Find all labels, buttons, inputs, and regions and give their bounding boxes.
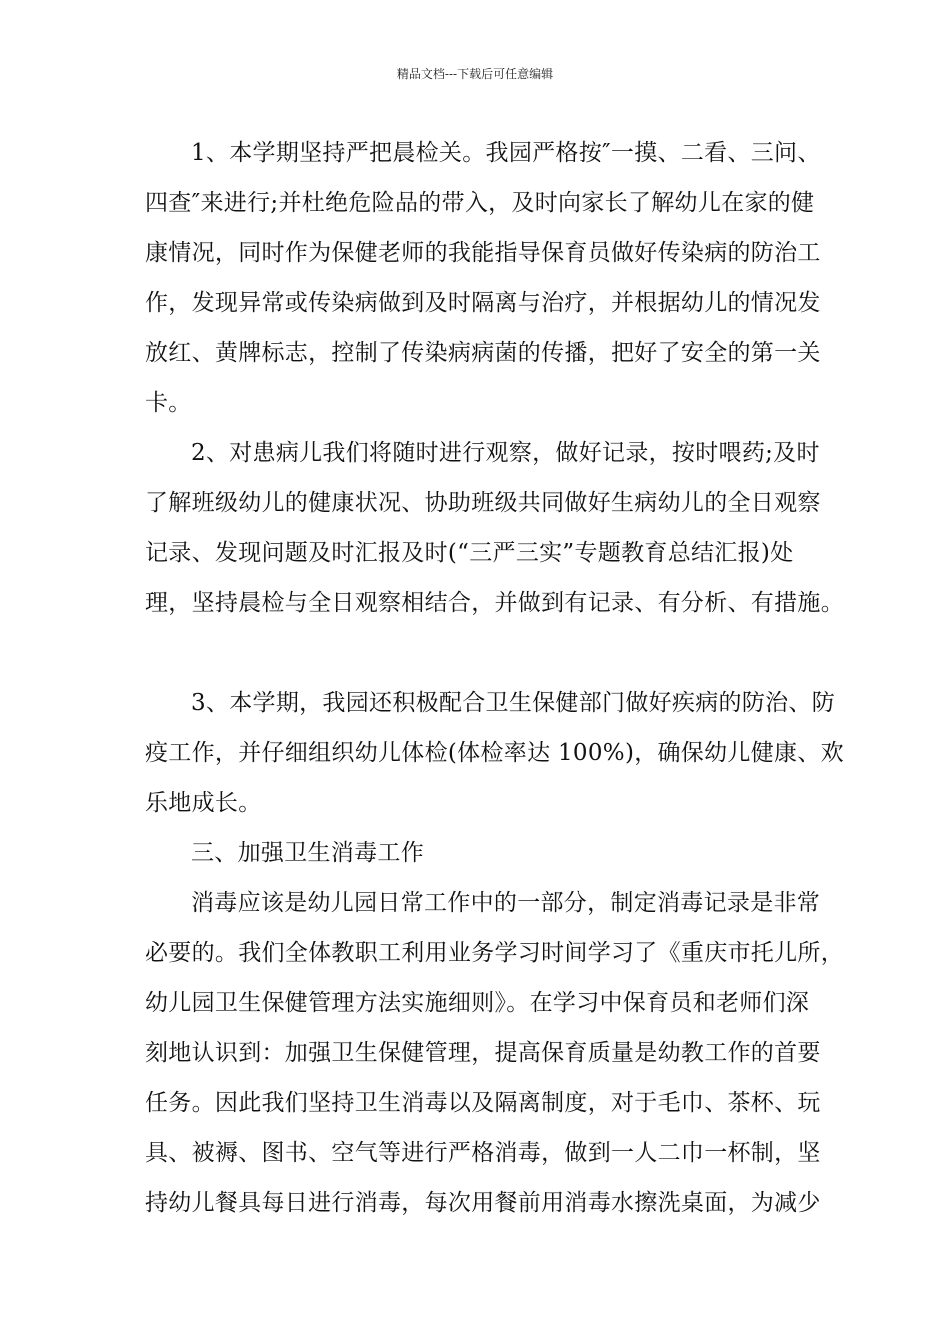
paragraph-line: 幼儿园卫生保健管理方法实施细则》。在学习中保育员和老师们深	[145, 990, 810, 1016]
paragraph-line: 必要的。我们全体教职工利用业务学习时间学习了《重庆市托儿所，	[145, 940, 844, 966]
paragraph-morning-check	[145, 128, 835, 428]
paragraph-line: 任务。因此我们坚持卫生消毒以及隔离制度，对于毛巾、茶杯、玩	[145, 1090, 821, 1116]
paragraph-line: 理，坚持晨检与全日观察相结合，并做到有记录、有分析、有措施。	[145, 590, 844, 616]
paragraph-line: 作，发现异常或传染病做到及时隔离与治疗，并根据幼儿的情况发	[145, 290, 821, 316]
paragraph-line: 3、本学期，我园还积极配合卫生保健部门做好疾病的防治、防	[191, 690, 836, 716]
paragraph-line: 了解班级幼儿的健康状况、协助班级共同做好生病幼儿的全日观察	[145, 490, 821, 516]
paragraph-line: 刻地认识到：加强卫生保健管理，提高保育质量是幼教工作的首要	[145, 1040, 821, 1066]
section-heading: 三、加强卫生消毒工作	[191, 840, 424, 866]
paragraph-line: 记录、发现问题及时汇报及时(“三严三实”专题教育总结汇报)处	[145, 540, 794, 566]
section-heading-disinfection	[145, 828, 835, 878]
paragraph-disinfection	[145, 878, 844, 1228]
paragraph-line: 放红、黄牌标志，控制了传染病病菌的传播，把好了安全的第一关	[145, 340, 821, 366]
paragraph-line: 具、被褥、图书、空气等进行严格消毒，做到一人二巾一杯制，坚	[145, 1140, 821, 1166]
page-header: 精品文档---下载后可任意编辑	[396, 67, 554, 81]
paragraph-line: 2、对患病儿我们将随时进行观察，做好记录，按时喂药;及时	[191, 440, 820, 466]
paragraph-line: 消毒应该是幼儿园日常工作中的一部分，制定消毒记录是非常	[191, 890, 821, 916]
paragraph-disease-prevention	[145, 678, 844, 828]
document-body	[145, 128, 844, 1228]
paragraph-line: 四查″来进行;并杜绝危险品的带入，及时向家长了解幼儿在家的健	[145, 190, 815, 216]
paragraph-line: 康情况，同时作为保健老师的我能指导保育员做好传染病的防治工	[145, 240, 821, 266]
paragraph-line: 疫工作，并仔细组织幼儿体检(体检率达 100%)，确保幼儿健康、欢	[145, 740, 844, 766]
paragraph-line: 乐地成长。	[145, 790, 262, 816]
paragraph-line: 持幼儿餐具每日进行消毒，每次用餐前用消毒水擦洗桌面，为减少	[145, 1190, 821, 1216]
paragraph-sick-children	[145, 428, 844, 628]
paragraph-line: 卡。	[145, 390, 192, 416]
paragraph-line: 1、本学期坚持严把晨检关。我园严格按″一摸、二看、三问、	[191, 140, 821, 166]
